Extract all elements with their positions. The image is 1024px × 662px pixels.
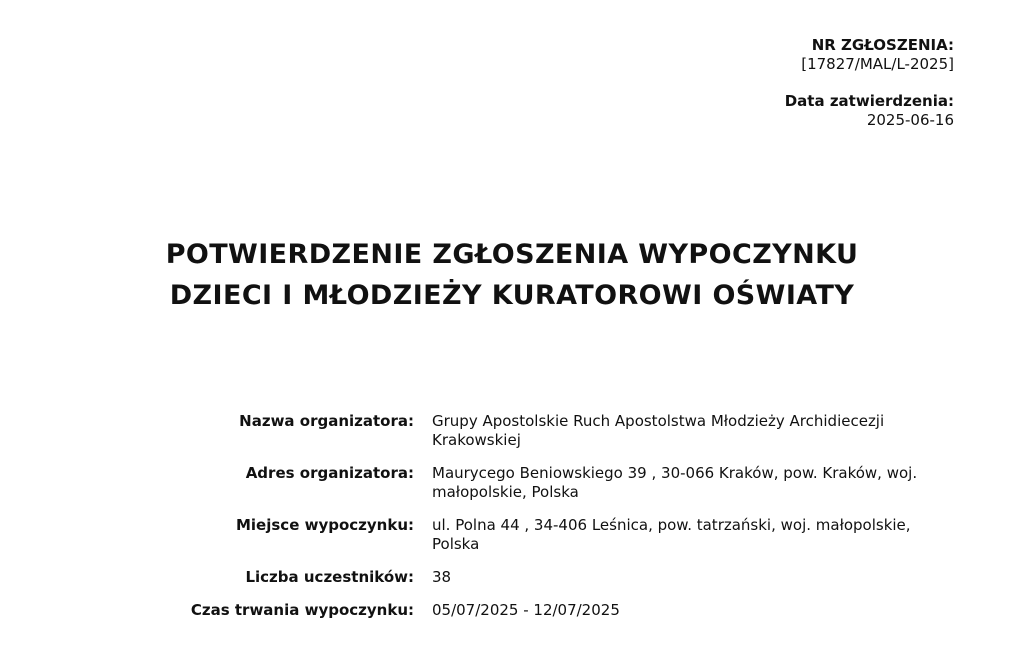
document-title-line-2: DZIECI I MŁODZIEŻY KURATOROWI OŚWIATY	[169, 280, 855, 311]
organizer-address-label: Adres organizatora:	[245, 464, 414, 482]
participants-count-label: Liczba uczestników:	[245, 568, 414, 586]
camp-location-value: ul. Polna 44 , 34-406 Leśnica, pow. tatrzański, woj. małopolskie, Polska	[432, 516, 911, 553]
document-title-line-1: POTWIERDZENIE ZGŁOSZENIA WYPOCZYNKU	[165, 239, 859, 270]
camp-duration-label: Czas trwania wypoczynku:	[190, 601, 414, 619]
organizer-name-value: Grupy Apostolskie Ruch Apostolstwa Młodzieży Archidiecezji Krakowskiej	[432, 412, 885, 449]
organizer-address-row	[0, 464, 1024, 502]
approval-date-block	[785, 92, 954, 130]
registration-number-value: [17827/MAL/L-2025]	[801, 55, 954, 73]
camp-location-row	[0, 516, 1024, 554]
camp-duration-row	[0, 601, 1024, 620]
registration-number-label: NR ZGŁOSZENIA:	[811, 36, 954, 54]
organizer-name-label: Nazwa organizatora:	[239, 412, 414, 430]
camp-duration-value: 05/07/2025 - 12/07/2025	[432, 601, 620, 619]
approval-date-label: Data zatwierdzenia:	[784, 92, 954, 110]
approval-date-value: 2025-06-16	[866, 111, 954, 129]
participants-count-value: 38	[432, 568, 452, 586]
organizer-name-row	[0, 412, 1024, 450]
camp-location-label: Miejsce wypoczynku:	[235, 516, 414, 534]
participants-count-row	[0, 568, 1024, 587]
details-list	[0, 412, 1024, 634]
organizer-address-value: Maurycego Beniowskiego 39 , 30-066 Kraków, pow. Kraków, woj. małopolskie, Polska	[432, 464, 918, 501]
registration-number-block	[801, 36, 954, 74]
document-title	[0, 234, 1024, 316]
